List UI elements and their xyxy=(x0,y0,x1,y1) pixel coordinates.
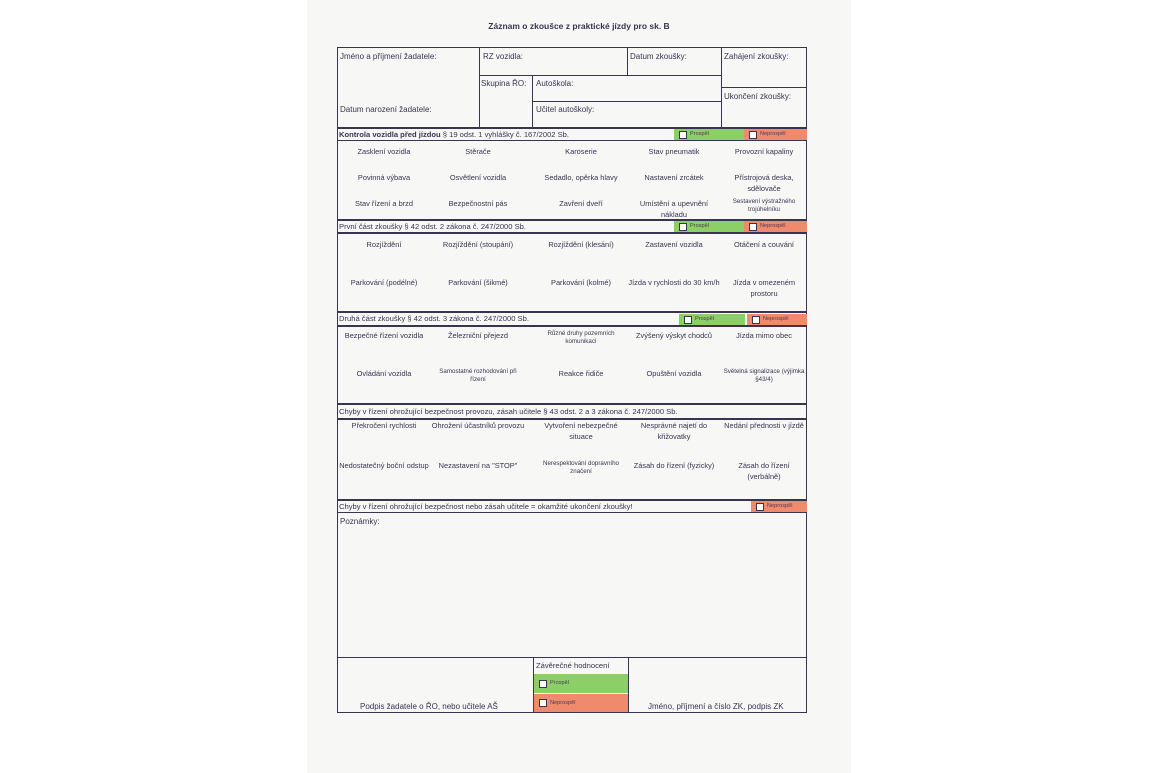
check-item: Různé druhy pozemních komunikací xyxy=(547,330,615,345)
check-item: Povinná výbava xyxy=(357,173,411,182)
check-item: Vytvoření nebezpečné situace xyxy=(544,421,618,441)
section-2-pass-checkbox[interactable]: Prospěl xyxy=(674,221,744,232)
check-item: Světelná signalizace (výjimka §43/4) xyxy=(723,368,805,383)
section-5-fail-checkbox[interactable]: Neprospěl xyxy=(751,501,807,512)
check-item: Železniční přejezd xyxy=(448,331,508,340)
check-item: Přístrojová deska, sdělovače xyxy=(734,173,794,193)
check-item: Umístění a upevnění nákladu xyxy=(639,199,709,219)
check-item: Ovládání vozidla xyxy=(356,369,412,378)
check-item: Jízda v rychlosti do 30 km/h xyxy=(628,278,720,287)
check-item: Parkování (šikmé) xyxy=(448,278,508,287)
check-item: Nerespektování dopravního značení xyxy=(542,460,620,475)
check-item: Nastavení zrcátek xyxy=(644,173,704,182)
section-3-title: Druhá část zkoušky § 42 odst. 3 zákona č. 247/2000 Sb. xyxy=(339,314,529,323)
check-item: Nezastavení na "STOP" xyxy=(438,461,518,470)
check-item: Zásah do řízení (fyzicky) xyxy=(633,461,715,470)
check-item: Bezpečné řízení vozidla xyxy=(344,331,424,340)
check-item: Osvětlení vozidla xyxy=(449,173,507,182)
check-item: Jízda mimo obec xyxy=(736,331,792,340)
check-item: Otáčení a couvání xyxy=(734,240,794,249)
section-5-title: Chyby v řízení ohrožující bezpečnost nebo zásah učitele = okamžité ukončení zkoušky! xyxy=(339,502,633,511)
check-item: Karoserie xyxy=(565,147,597,156)
check-item: Zásah do řízení (verbálně) xyxy=(738,461,790,481)
check-item: Nedostatečný boční odstup xyxy=(339,461,429,470)
label-teacher: Učitel autoškoly: xyxy=(536,105,595,114)
check-item: Sedadlo, opěrka hlavy xyxy=(544,173,618,182)
check-item: Stav řízení a brzd xyxy=(355,199,413,208)
divider xyxy=(337,403,807,405)
label-group: Skupina ŘO: xyxy=(481,79,527,88)
check-item: Ohrožení účastníků provozu xyxy=(431,421,525,430)
label-end: Ukončení zkoušky: xyxy=(724,92,792,101)
section-1-pass-checkbox[interactable]: Prospěl xyxy=(674,129,744,140)
check-item: Zavření dveří xyxy=(559,199,603,208)
divider xyxy=(337,499,807,501)
check-item: Rozjíždění (klesání) xyxy=(548,240,614,249)
section-1-title: Kontrola vozidla před jízdou § 19 odst. 1 vyhlášky č. 167/2002 Sb. xyxy=(339,130,570,139)
check-item: Rozjíždění xyxy=(366,240,402,249)
section-3-fail-checkbox[interactable]: Neprospěl xyxy=(747,314,807,325)
label-date: Datum zkoušky: xyxy=(630,52,687,61)
check-item: Bezpečnostní pás xyxy=(448,199,508,208)
check-item: Překročení rychlosti xyxy=(351,421,417,430)
final-pass-checkbox[interactable]: Prospěl xyxy=(534,674,628,693)
label-start: Zahájení zkoušky: xyxy=(724,52,789,61)
check-item: Zastavení vozidla xyxy=(645,240,703,249)
check-item: Nesprávné najetí do křižovatky xyxy=(640,421,708,441)
notes-label: Poznámky: xyxy=(340,517,380,526)
final-fail-checkbox[interactable]: Neprospěl xyxy=(534,694,628,712)
check-item: Samostatné rozhodování při řízení xyxy=(439,368,517,383)
check-item: Jízda v omezeném prostoru xyxy=(732,278,796,298)
notes-area[interactable] xyxy=(338,528,806,656)
check-item: Reakce řidiče xyxy=(558,369,604,378)
check-item: Provozní kapaliny xyxy=(734,147,794,156)
applicant-signature-label: Podpis žadatele o ŘO, nebo učitele AŠ xyxy=(360,702,498,711)
divider xyxy=(337,140,807,141)
label-name: Jméno a příjmení žadatele: xyxy=(340,52,437,61)
check-item: Sestavení výstražného trojúhelníku xyxy=(732,198,796,213)
final-evaluation-title: Závěrečné hodnocení xyxy=(536,661,610,670)
check-item: Opuštění vozidla xyxy=(646,369,702,378)
divider xyxy=(337,325,807,327)
check-item: Stěrače xyxy=(465,147,491,156)
divider xyxy=(337,311,807,313)
check-item: Parkování (kolmé) xyxy=(551,278,611,287)
check-item: Parkování (podélné) xyxy=(350,278,418,287)
divider xyxy=(337,232,807,234)
form-title: Záznam o zkoušce z praktické jízdy pro sk. B xyxy=(488,21,670,31)
check-item: Stav pneumatik xyxy=(648,147,700,156)
label-rz: RZ vozidla: xyxy=(483,52,524,61)
check-item: Rozjíždění (stoupání) xyxy=(442,240,514,249)
examiner-signature-label: Jméno, příjmení a číslo ZK, podpis ZK xyxy=(648,702,784,711)
divider xyxy=(337,512,807,513)
section-2-fail-checkbox[interactable]: Neprospěl xyxy=(744,221,807,232)
label-birth: Datum narození žadatele: xyxy=(340,105,432,114)
section-2-title: První část zkoušky § 42 odst. 2 zákona č. 247/2000 Sb. xyxy=(339,222,526,231)
section-1-fail-checkbox[interactable]: Neprospěl xyxy=(744,129,807,140)
section-4-title: Chyby v řízení ohrožující bezpečnost provozu, zásah učitele § 43 odst. 2 a 3 zákona č. 247/2000 Sb. xyxy=(339,407,678,416)
check-item: Nedání přednosti v jízdě xyxy=(724,421,804,430)
check-item: Zvýšený výskyt chodců xyxy=(636,331,712,340)
section-3-pass-checkbox[interactable]: Prospěl xyxy=(679,314,745,325)
label-school: Autoškola: xyxy=(536,79,574,88)
check-item: Zasklení vozidla xyxy=(357,147,411,156)
